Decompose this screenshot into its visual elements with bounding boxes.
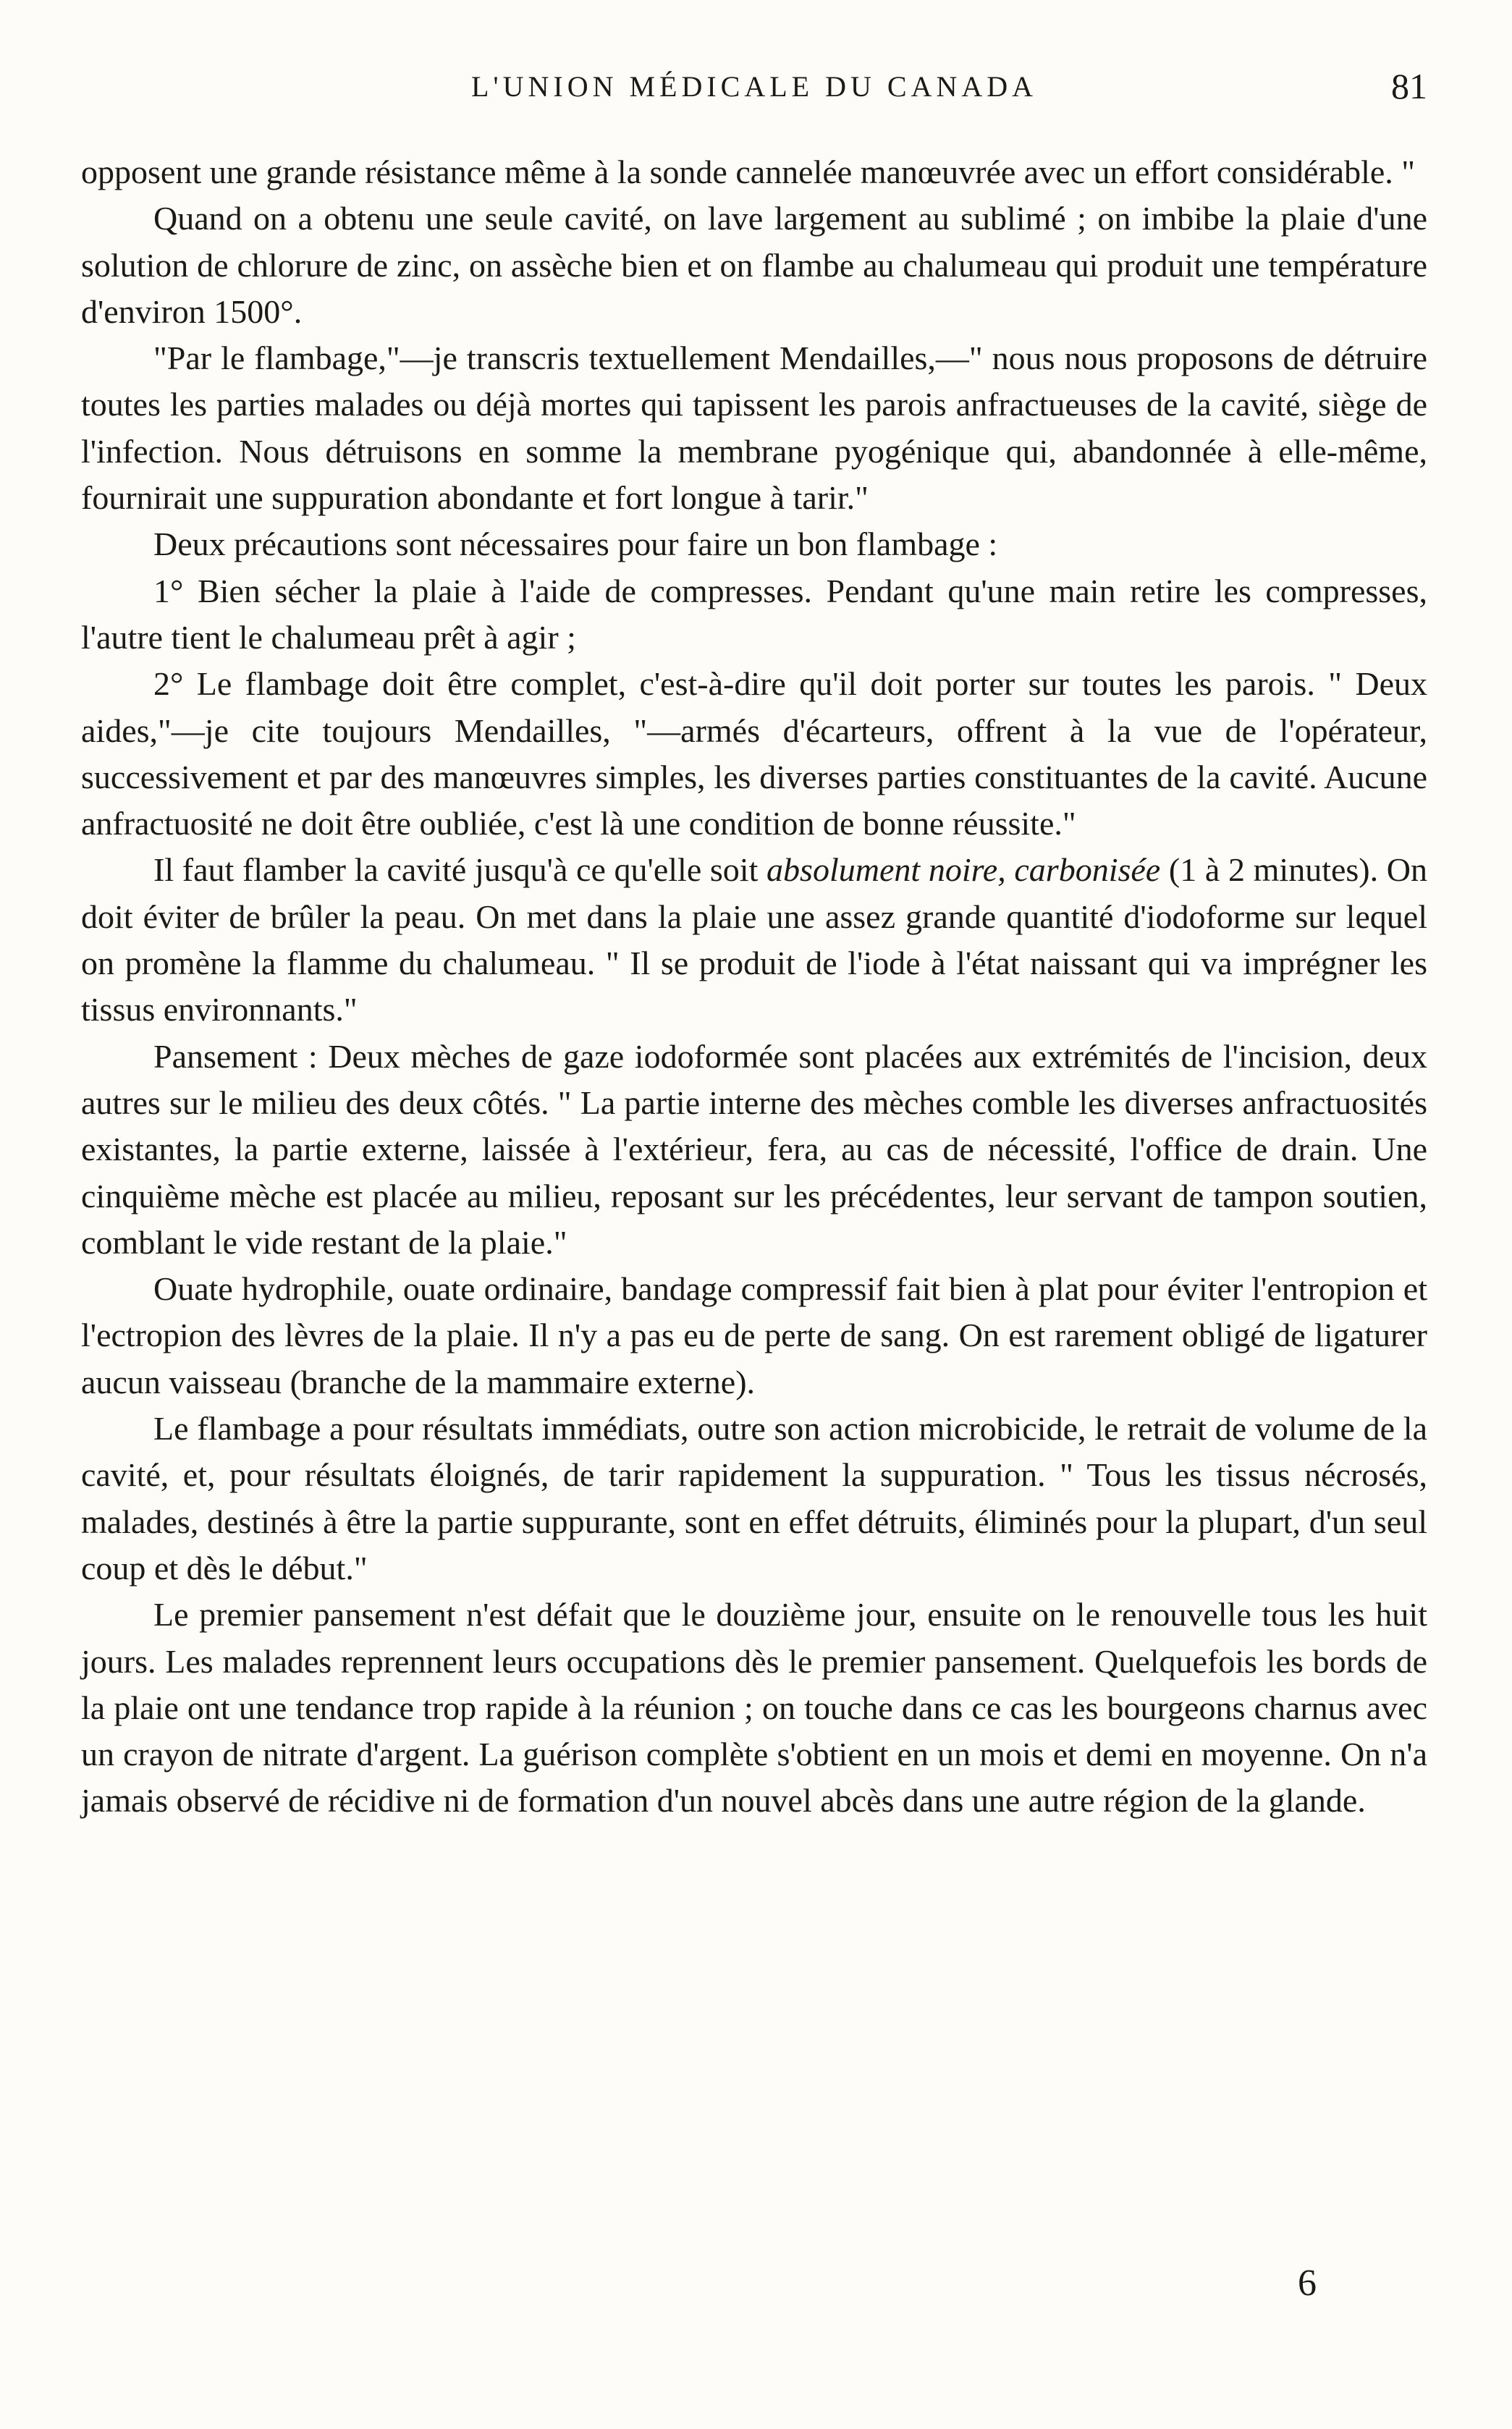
paragraph: opposent une grande résistance même à la sonde cannelée manœuvrée avec un effort considérable. " xyxy=(81,153,1416,190)
italic-emphasis: absolument noire, carbonisée xyxy=(766,851,1161,889)
article-body xyxy=(81,149,1427,1825)
journal-title: L'UNION MÉDICALE DU CANADA xyxy=(470,70,1038,103)
paragraph: Le premier pansement n'est défait que le douzième jour, ensuite on le renouvelle tous les huit jours. Les malades reprennent leurs occupations dès le premier pansement. Quelquefois les bords de la plaie ont une tendance trop rapide à la réunion ; on touche dans ce cas les bourgeons charnus avec un crayon de nitrate d'argent. La guérison complète s'obtient en un mois et demi en moyenne. On n'a jamais observé de récidive ni de formation d'un nouvel abcès dans une autre région de la glande. xyxy=(81,1596,1427,1820)
paragraph-text: (1 à 2 minutes). On doit éviter de brûler la peau. On met dans la plaie une assez grande quantité d'iodoforme sur lequel on promène la flamme du chalumeau. " Il se produit de l'iode à l'état naissant qui va imprégner les tissus environnants." xyxy=(81,851,1427,1028)
paragraph: "Par le flambage,"—je transcris textuellement Mendailles,—" nous nous proposons de détruire toutes les parties malades ou déjà mortes qui tapissent les parois anfractueuses de la cavité, siège de l'infection. Nous détruisons en somme la membrane pyogénique qui, abandonnée à elle-même, fournirait une suppuration abondante et fort longue à tarir." xyxy=(81,339,1427,517)
paragraph: Pansement : Deux mèches de gaze iodoformée sont placées aux extrémités de l'incision, deux autres sur le milieu des deux côtés. " La partie interne des mèches comble les diverses anfractuosités existantes, la partie externe, laissée à l'extérieur, fera, au cas de nécessité, l'office de drain. Une cinquième mèche est placée au milieu, reposant sur les précédentes, leur servant de tampon soutien, comblant le vide restant de la plaie." xyxy=(81,1037,1427,1261)
paragraph: Quand on a obtenu une seule cavité, on lave largement au sublimé ; on imbibe la plaie d'une solution de chlorure de zinc, on assèche bien et on flambe au chalumeau qui produit une température d'environ 1500°. xyxy=(81,200,1427,330)
paragraph: Le flambage a pour résultats immédiats, outre son action microbicide, le retrait de volume de la cavité, et, pour résultats éloignés, de tarir rapidement la suppuration. " Tous les tissus nécrosés, malades, destinés à être la partie suppurante, sont en effet détruits, éliminés pour la plupart, d'un seul coup et dès le début." xyxy=(81,1410,1427,1587)
paragraph xyxy=(81,847,1427,1033)
page-number: 81 xyxy=(1391,66,1427,106)
running-head xyxy=(81,66,1427,113)
signature-mark: 6 xyxy=(1298,2263,1317,2304)
paragraph-text: Il faut flamber la cavité jusqu'à ce qu'elle soit xyxy=(153,851,767,889)
paragraph: Ouate hydrophile, ouate ordinaire, bandage compressif fait bien à plat pour éviter l'entropion et l'ectropion des lèvres de la plaie. Il n'y a pas eu de perte de sang. On est rarement obligé de ligaturer aucun vaisseau (branche de la mammaire externe). xyxy=(81,1270,1427,1401)
paragraph: Deux précautions sont nécessaires pour faire un bon flambage : xyxy=(153,525,998,563)
paragraph: 2° Le flambage doit être complet, c'est-à-dire qu'il doit porter sur toutes les parois. " Deux aides,"—je cite toujours Mendailles, "—armés d'écarteurs, offrent à la vue de l'opérateur, successivement et par des manœuvres simples, les diverses parties constituantes de la cavité. Aucune anfractuosité ne doit être oubliée, c'est là une condition de bonne réussite." xyxy=(81,665,1427,842)
paragraph: 1° Bien sécher la plaie à l'aide de compresses. Pendant qu'une main retire les compresses, l'autre tient le chalumeau prêt à agir ; xyxy=(81,572,1427,656)
